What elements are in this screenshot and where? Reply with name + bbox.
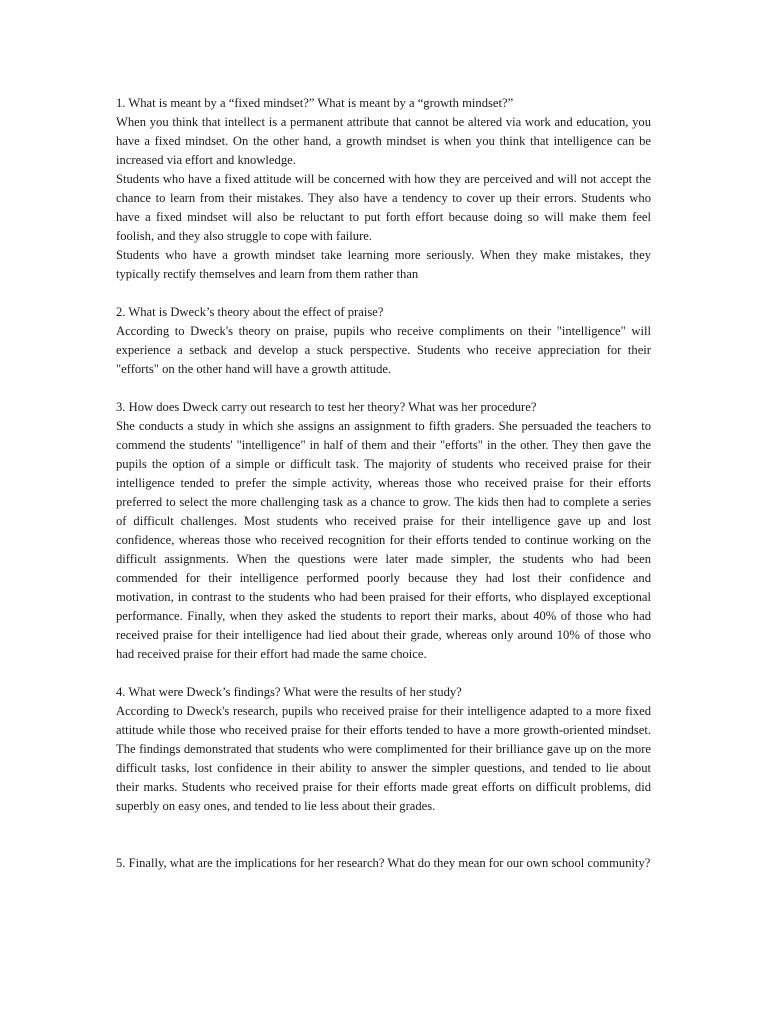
answer-1-paragraph-1: When you think that intellect is a permanent attribute that cannot be altered via work and education, you have a fixed mindset. On the other hand, a growth mindset is when you think that intelligence can be increased via effort and knowledge. (116, 115, 651, 167)
section-4 (116, 683, 651, 816)
answer-1-paragraph-2: Students who have a fixed attitude will be concerned with how they are perceived and will not accept the chance to learn from their mistakes. They also have a tendency to cover up their errors. Students who have a fixed mindset will also be reluctant to put forth effort because doing so will make them feel foolish, and they also struggle to cope with failure. (116, 172, 651, 243)
answer-2-paragraph-1: According to Dweck's theory on praise, pupils who receive compliments on their "intelligence" will experience a setback and develop a stuck perspective. Students who receive appreciation for their "efforts" on the other hand will have a growth attitude. (116, 324, 651, 376)
section-1 (116, 94, 651, 284)
document-page (116, 94, 651, 892)
answer-1-paragraph-3: Students who have a growth mindset take learning more seriously. When they make mistakes, they typically rectify themselves and learn from them rather than (116, 248, 651, 281)
question-1: 1. What is meant by a “fixed mindset?” What is meant by a “growth mindset?” (116, 96, 514, 110)
section-2 (116, 303, 651, 379)
section-3 (116, 398, 651, 664)
question-5: 5. Finally, what are the implications for her research? What do they mean for our own school community? (116, 856, 651, 870)
question-4: 4. What were Dweck’s findings? What were the results of her study? (116, 685, 462, 699)
question-2: 2. What is Dweck’s theory about the effect of praise? (116, 305, 384, 319)
question-3: 3. How does Dweck carry out research to test her theory? What was her procedure? (116, 400, 537, 414)
answer-3-paragraph-1: She conducts a study in which she assigns an assignment to fifth graders. She persuaded the teachers to commend the students' "intelligence" in half of them and their "efforts" in the other. They then gave the pupils the option of a simple or difficult task. The majority of students who received praise for their intelligence tended to prefer the simple activity, whereas those who received praise for their efforts preferred to select the more challenging task as a chance to grow. The kids then had to complete a series of difficult challenges. Most students who received praise for their intelligence gave up and lost confidence, whereas those who received recognition for their efforts tended to continue working on the difficult assignments. When the questions were later made simpler, the students who had been commended for their intelligence performed poorly because they had lost their confidence and motivation, in contrast to the students who had been praised for their efforts, who displayed exceptional performance. Finally, when they asked the students to report their marks, about 40% of those who had received praise for their intelligence had lied about their grade, whereas only around 10% of those who had received praise for their effort had made the same choice. (116, 419, 651, 661)
section-5 (116, 854, 651, 873)
answer-4-paragraph-1: According to Dweck's research, pupils who received praise for their intelligence adapted to a more fixed attitude while those who received praise for their efforts tended to have a more growth-oriented mindset. The findings demonstrated that students who were complimented for their brilliance gave up on the more difficult tasks, lost confidence in their ability to answer the simpler questions, and tended to lie about their marks. Students who received praise for their efforts made great efforts on difficult problems, did superbly on easy ones, and tended to lie less about their grades. (116, 704, 651, 813)
